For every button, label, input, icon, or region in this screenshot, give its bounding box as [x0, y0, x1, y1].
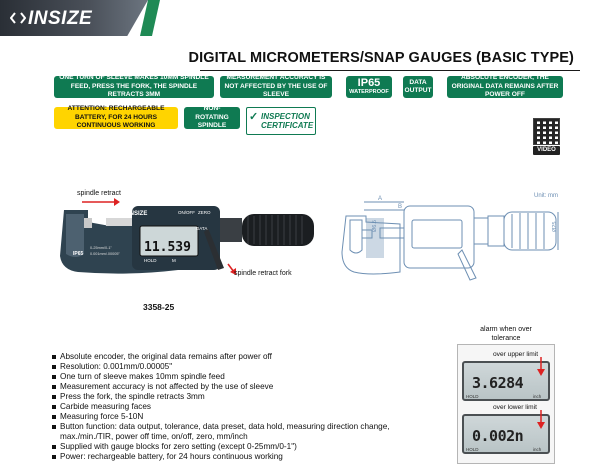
device-btn-onoff: ON/OFF: [178, 210, 195, 215]
badge-attention-battery: ATTENTION: RECHARGEABLE BATTERY, FOR 24 HOURS CONTINUOUS WORKING: [54, 107, 178, 129]
spec-item: Carbide measuring faces: [52, 402, 412, 412]
ip-sub-label: WATERPROOF: [349, 89, 389, 95]
title-rule: [200, 70, 580, 71]
lcd-upper-hold: HOLD: [466, 394, 479, 399]
spec-item: Supplied with gauge blocks for zero setting (except 0-25mm/0-1"): [52, 442, 412, 452]
spec-item: Press the fork, the spindle retracts 3mm: [52, 392, 412, 402]
label-spindle-retract-fork: spindle retract fork: [234, 270, 292, 277]
dim-a-label: A: [378, 196, 383, 202]
badge-sleeve-feed: ONE TURN OF SLEEVE MAKES 10MM SPINDLE FEED, PRESS THE FORK, THE SPINDLE RETRACTS 3MM: [54, 76, 214, 98]
device-range-text: 0-25mm/0-1": [90, 246, 112, 250]
lcd-upper-unit: inch: [533, 394, 542, 399]
spec-list: [52, 352, 412, 462]
device-btn-hold: HOLD: [144, 258, 157, 263]
upper-limit-label: over upper limit: [493, 351, 539, 358]
brand-logo-text: INSIZE: [28, 8, 93, 29]
alarm-caption: alarm when over tolerance: [480, 326, 532, 342]
qr-code[interactable]: [533, 118, 560, 145]
spec-item: Absolute encoder, the original data remains after power off: [52, 352, 412, 362]
upper-alarm-arrow-icon: [533, 357, 549, 377]
badge-ip65: [346, 76, 392, 98]
logo-arrows-icon: [10, 12, 26, 27]
dim-d1-label: Ø6.5: [372, 220, 378, 232]
spec-item: Measuring force 5-10N: [52, 412, 412, 422]
device-lcd-reading: 11.539: [144, 240, 191, 255]
device-brand: INSIZE: [128, 211, 148, 217]
badge-non-rotating: NON-ROTATING SPINDLE: [184, 107, 240, 129]
badge-accuracy: MEASUREMENT ACCURACY IS NOT AFFECTED BY THE USE OF SLEEVE: [220, 76, 332, 98]
badge-encoder: ABSOLUTE ENCODER, THE ORIGINAL DATA REMAINS AFTER POWER OFF: [447, 76, 563, 98]
lcd-lower-hold: HOLD: [466, 447, 479, 452]
lower-limit-label: over lower limit: [493, 404, 537, 411]
dim-d2-label: Ø25: [552, 221, 558, 232]
badge-data-output: DATA OUTPUT: [403, 76, 433, 98]
badge-inspection-certificate: INSPECTION CERTIFICATE: [246, 107, 316, 135]
dim-b-label: B: [398, 204, 403, 210]
model-number: 3358-25: [143, 302, 175, 312]
technical-drawing: [340, 192, 570, 292]
ip-main-label: IP65: [357, 77, 381, 89]
spec-item: Measurement accuracy is not affected by the use of sleeve: [52, 382, 412, 392]
lcd-lower-unit: inch: [533, 447, 542, 452]
spec-item: Power: rechargeable battery, for 24 hours continuous working: [52, 452, 412, 462]
device-btn-zero: ZERO: [198, 210, 211, 215]
device-btn-data: DATA: [196, 226, 208, 231]
page-title: DIGITAL MICROMETERS/SNAP GAUGES (BASIC TYPE): [188, 50, 574, 66]
certificate-check-icon: ✓: [249, 111, 259, 123]
spec-item: Button function: data output, tolerance, data preset, data hold, measuring direction change, max./min./TIR, power off time, on/off, zero, mm/inch: [52, 422, 412, 442]
spec-item: One turn of sleeve makes 10mm spindle feed: [52, 372, 412, 382]
lcd-lower-value: 0.002n: [472, 427, 524, 445]
device-btn-m: M: [172, 258, 176, 263]
lcd-upper-value: 3.6284: [472, 374, 524, 392]
label-spindle-retract: spindle retract: [77, 190, 121, 197]
lower-alarm-arrow-icon: [533, 410, 549, 430]
spec-item: Resolution: 0.001mm/0.00005": [52, 362, 412, 372]
qr-video-label: VIDEO: [533, 146, 560, 155]
drawing-unit: Unit: mm: [534, 193, 558, 199]
device-resolution-text: 0.001mm/.00005": [90, 252, 120, 256]
device-ip-mark: IP65: [73, 251, 84, 257]
